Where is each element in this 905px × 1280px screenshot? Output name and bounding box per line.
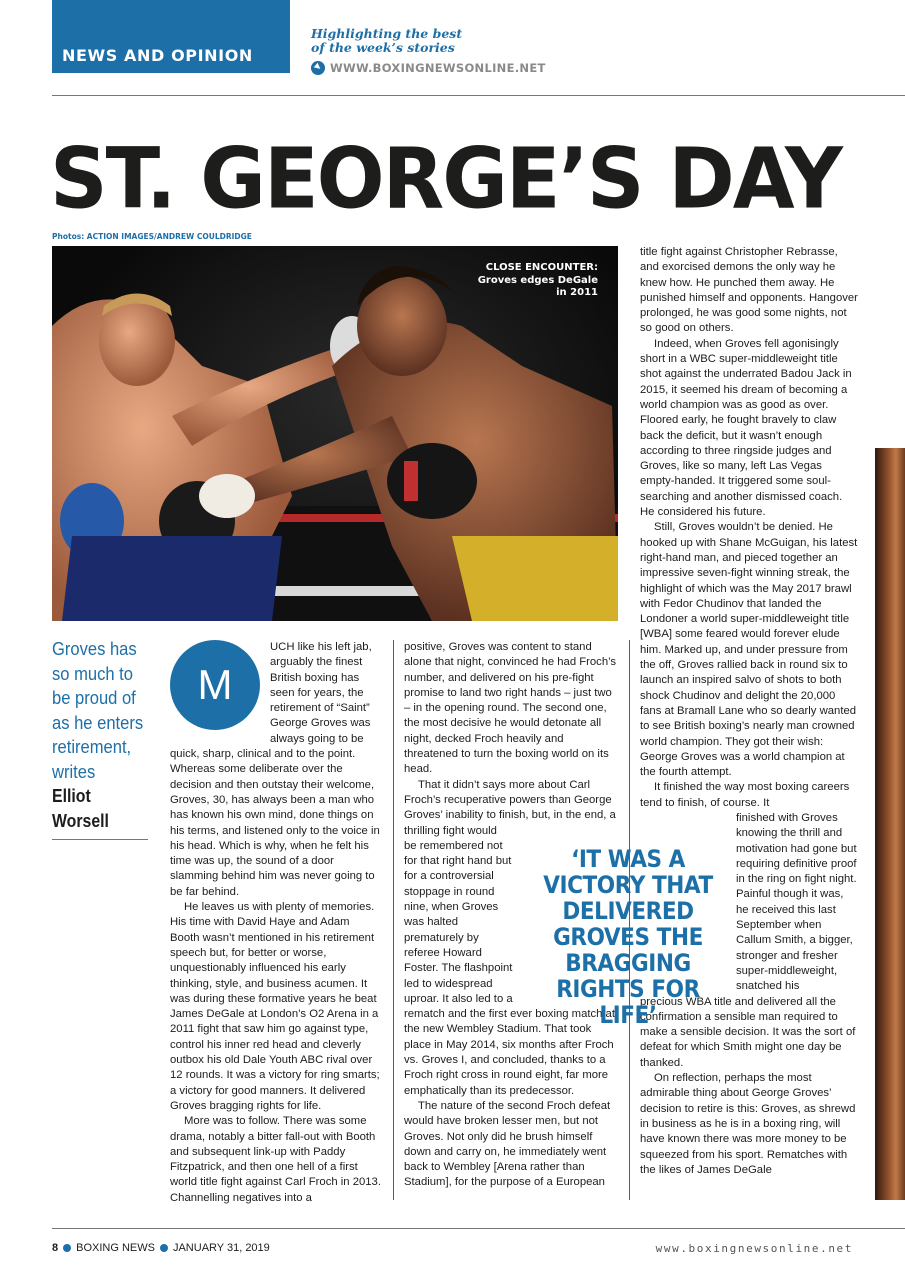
paragraph: The nature of the second Froch defeat would have broken lesser men, but not Groves. Not only did he brush himself down and carry on, he immediately went back to Wembley [Arena rather than Stadium], for the purpose of a European xyxy=(404,1099,611,1189)
publication-name: BOXING NEWS xyxy=(76,1242,155,1254)
website-link[interactable] xyxy=(311,61,546,75)
paragraph: It finished the way most boxing careers tend to finish, of course. It xyxy=(640,781,850,809)
boxing-photo-illustration xyxy=(52,246,618,621)
pull-quote: ‘IT WAS A VICTORY THAT DELIVERED GROVES THE BRAGGING RIGHTS FOR LIFE’ xyxy=(543,845,713,1029)
footer-website[interactable]: www.boxingnewsonline.net xyxy=(655,1242,853,1255)
cursor-icon xyxy=(311,61,325,75)
section-label: NEWS AND OPINION xyxy=(62,46,253,65)
tagline xyxy=(311,27,511,55)
footer-folio xyxy=(52,1242,270,1254)
paragraph-continued: be remembered not for that right hand but for a controversial stoppage in round nine, when Groves was halted prematurely by referee Howard Foster. The flashpoint led to widespread uproar. It also led to a xyxy=(404,839,513,1005)
bullet-icon xyxy=(160,1244,168,1252)
body-column-3 xyxy=(640,245,858,1178)
paragraph-continued: finished with Groves knowing the thrill and motivation had gone but requiring definitive proof in the ring on fight night. Painful though it was, he received this last September when Callum Smith, a bigger, stronger and fresher super-middleweight, snatched his xyxy=(736,811,857,993)
headline: ST. GEORGE’S DAY xyxy=(50,130,841,228)
caption-text-1: Groves edges DeGale xyxy=(477,274,598,286)
standfirst-text: Groves has so much to be proud of as he enters retirement, writes xyxy=(52,639,144,782)
paragraph-continued: precious WBA title and delivered all the confirmation a sensible man required to make a sensible decision. It was the sort of defeat for which Smith might one day be thanked. xyxy=(640,995,856,1069)
photo-caption xyxy=(478,262,598,300)
paragraph: On reflection, perhaps the most admirable thing about George Groves’ decision to retire is this: Groves, as shrewd in business as he is in a boxing ring, will have known there was more money to be squeezed from his sport. Rematches with the likes of James DeGale xyxy=(640,1072,856,1176)
photo-credit: Photos: ACTION IMAGES/ANDREW COULDRIDGE xyxy=(52,232,252,241)
tagline-line-1: Highlighting the best xyxy=(311,26,463,41)
footer-divider xyxy=(52,1228,905,1229)
page-number: 8 xyxy=(52,1242,59,1254)
section-tab xyxy=(52,0,290,73)
drop-cap: M xyxy=(170,640,260,730)
paragraph: More was to follow. There was some drama, notably a bitter fall-out with Booth and subsequent link-up with Paddy Fitzpatrick, and then one hell of a first world title fight against Carl Froch in 2013. Channelling negatives into a xyxy=(170,1115,381,1204)
website-text: WWW.BOXINGNEWSONLINE.NET xyxy=(330,61,546,75)
paragraph: positive, Groves was content to stand alone that night, convinced he had Froch’s number, and delivered on his pre-fight promise to land two right hands – just two – in the opening round. The second one, the most decisive he would detonate all night, decked Froch heavily and threatened to turn the boxing world on its head. xyxy=(404,641,617,776)
paragraph: title fight against Christopher Rebrasse, and exorcised demons the only way he knew how. He punched them away. He punished himself and opponents. Hangover prolonged, he was good some nights, not so good on others. xyxy=(640,246,858,335)
paragraph: That it didn’t says more about Carl Froch’s recuperative powers than George Groves’ inability to finish, but, in the end, a thrilling fight would xyxy=(404,778,616,837)
adjacent-page-photo-edge xyxy=(875,448,905,1200)
standfirst-rule xyxy=(52,839,148,840)
body-column-1 xyxy=(170,640,382,1206)
paragraph: UCH like his left jab, arguably the finest British boxing has seen for years, the retirement of “Saint” George Groves was always going to be quick, sharp, clinical and to the point. Whereas some deliberate over the decision and then outstay their welcome, Groves, 30, has always been a man who has known his own mind, done things on his terms, and listened only to the voice in his head. Which is why, when he felt his time was up, the sound of a door slamming behind him was never going to be far behind. xyxy=(170,641,380,898)
paragraph: Still, Groves wouldn’t be denied. He hooked up with Shane McGuigan, his latest right-hand man, and pieced together an impressive seven-fight winning streak, the highlight of which was the May 2017 brawl with Fedor Chudinov that landed the Londoner a world super-middleweight title [WBA] some feared would forever elude him. Marked up, and under pressure from the off, Groves rallied back in round six to launch an inspired salvo of shots to both shock Chudinov and delight the 20,000 fans at Bramall Lane who so dearly wanted to see British boxing’s nearly man crowned world champion. They got their wish: George Groves was a world champion at the fourth attempt. xyxy=(640,521,858,779)
main-photo xyxy=(52,246,618,621)
caption-label: CLOSE ENCOUNTER: xyxy=(485,262,598,273)
issue-date: JANUARY 31, 2019 xyxy=(172,1242,270,1254)
paragraph: He leaves us with plenty of memories. His time with David Haye and Adam Booth wasn’t mentioned in his retirement speech but, for better or worse, unquestionably influenced his early thinking, style, and business acumen. It was during these formative years he beat James DeGale at London’s O2 Arena in a 2011 fight that saw him go against type, control his inner red head and cleverly outbox his old Dale Youth ABC rival over 12 rounds. It was a victory for ring smarts; a victory for good manners. It delivered Groves bragging rights for life. xyxy=(170,901,380,1112)
paragraph: Indeed, when Groves fell agonisingly short in a WBC super-middleweight title shot against the underrated Badou Jack in 2015, it seemed his dream of becoming a world champion was as good as over. Floored early, he fought bravely to claw back the deficit, but it wasn’t enough according to three ringside judges and Groves, like so many, left Las Vegas empty-handed. It triggered some soul-searching and another dismissed coach. He considered his future. xyxy=(640,337,852,519)
caption-text-2: in 2011 xyxy=(556,287,598,298)
bullet-icon xyxy=(63,1244,71,1252)
paragraph-continued: rematch and the first ever boxing match at the new Wembley Stadium. That took place in May 2014, six months after Froch vs. Groves I, and concluded, thanks to a Froch right cross in round eight, far more emphatically than its predecessor. xyxy=(404,1008,615,1097)
standfirst xyxy=(52,637,148,840)
tagline-line-2: of the week’s stories xyxy=(311,40,455,55)
column-divider xyxy=(393,640,394,1200)
header-divider xyxy=(52,95,905,96)
author-name: Elliot Worsell xyxy=(52,786,109,831)
